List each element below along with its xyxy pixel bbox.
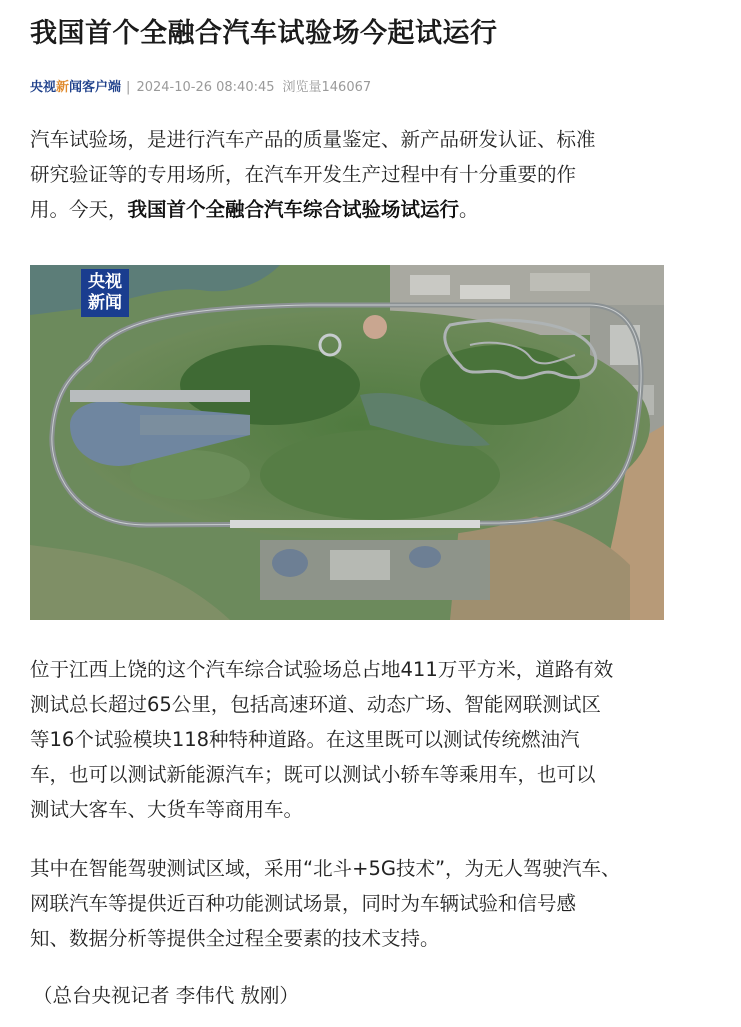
line-text: 用。今天， — [30, 198, 128, 221]
view-count: 浏览量146067 — [282, 80, 372, 95]
aerial-photo — [30, 265, 664, 620]
aerial-photo-graphic — [30, 265, 664, 620]
meta-separator: | — [126, 80, 131, 95]
paragraph-line: 研究验证等的专用场所，在汽车开发生产过程中有十分重要的作 — [30, 163, 577, 186]
paragraph-line: 汽车试验场，是进行汽车产品的质量鉴定、新产品研发认证、标准 — [30, 128, 596, 151]
cctv-news-logo — [81, 269, 129, 317]
paragraph-smart-driving — [30, 851, 716, 956]
logo-text-bottom: 新闻 — [88, 293, 122, 313]
logo-text-top: 央视 — [88, 272, 122, 292]
paragraph-line: 知、数据分析等提供全过程全要素的技术支持。 — [30, 927, 440, 950]
paragraph-line: 等16个试验模块118种特种道路。在这里既可以测试传统燃油汽 — [30, 728, 580, 751]
publish-datetime: 2024-10-26 08:40:45 — [136, 80, 275, 95]
paragraph-line: 测试总长超过65公里，包括高速环道、动态广场、智能网联测试区 — [30, 693, 601, 716]
source-part-b: 新 — [56, 80, 70, 95]
paragraph-line: 网联汽车等提供近百种功能测试场景，同时为车辆试验和信号感 — [30, 892, 577, 915]
paragraph-line: 车，也可以测试新能源汽车；既可以测试小轿车等乘用车，也可以 — [30, 763, 596, 786]
line-text: 。 — [459, 198, 479, 221]
paragraph-line — [30, 192, 716, 227]
paragraph-intro — [30, 122, 716, 227]
bold-highlight: 我国首个全融合汽车综合试验场试运行 — [127, 198, 460, 221]
reporter-credit: （总台央视记者 李伟代 敖刚） — [33, 984, 299, 1007]
article-title: 我国首个全融合汽车试验场今起试运行 — [30, 18, 498, 49]
source-part-c: 闻客户端 — [69, 80, 122, 95]
paragraph-line: 位于江西上饶的这个汽车综合试验场总占地411万平方米，道路有效 — [30, 658, 614, 681]
source-part-a: 央视 — [30, 80, 57, 95]
paragraph-line: 其中在智能驾驶测试区域，采用“北斗+5G技术”，为无人驾驶汽车、 — [30, 857, 621, 880]
source-link[interactable] — [30, 78, 121, 98]
article-meta — [30, 78, 371, 98]
paragraph-line: 测试大客车、大货车等商用车。 — [30, 798, 304, 821]
paragraph-location — [30, 652, 716, 827]
